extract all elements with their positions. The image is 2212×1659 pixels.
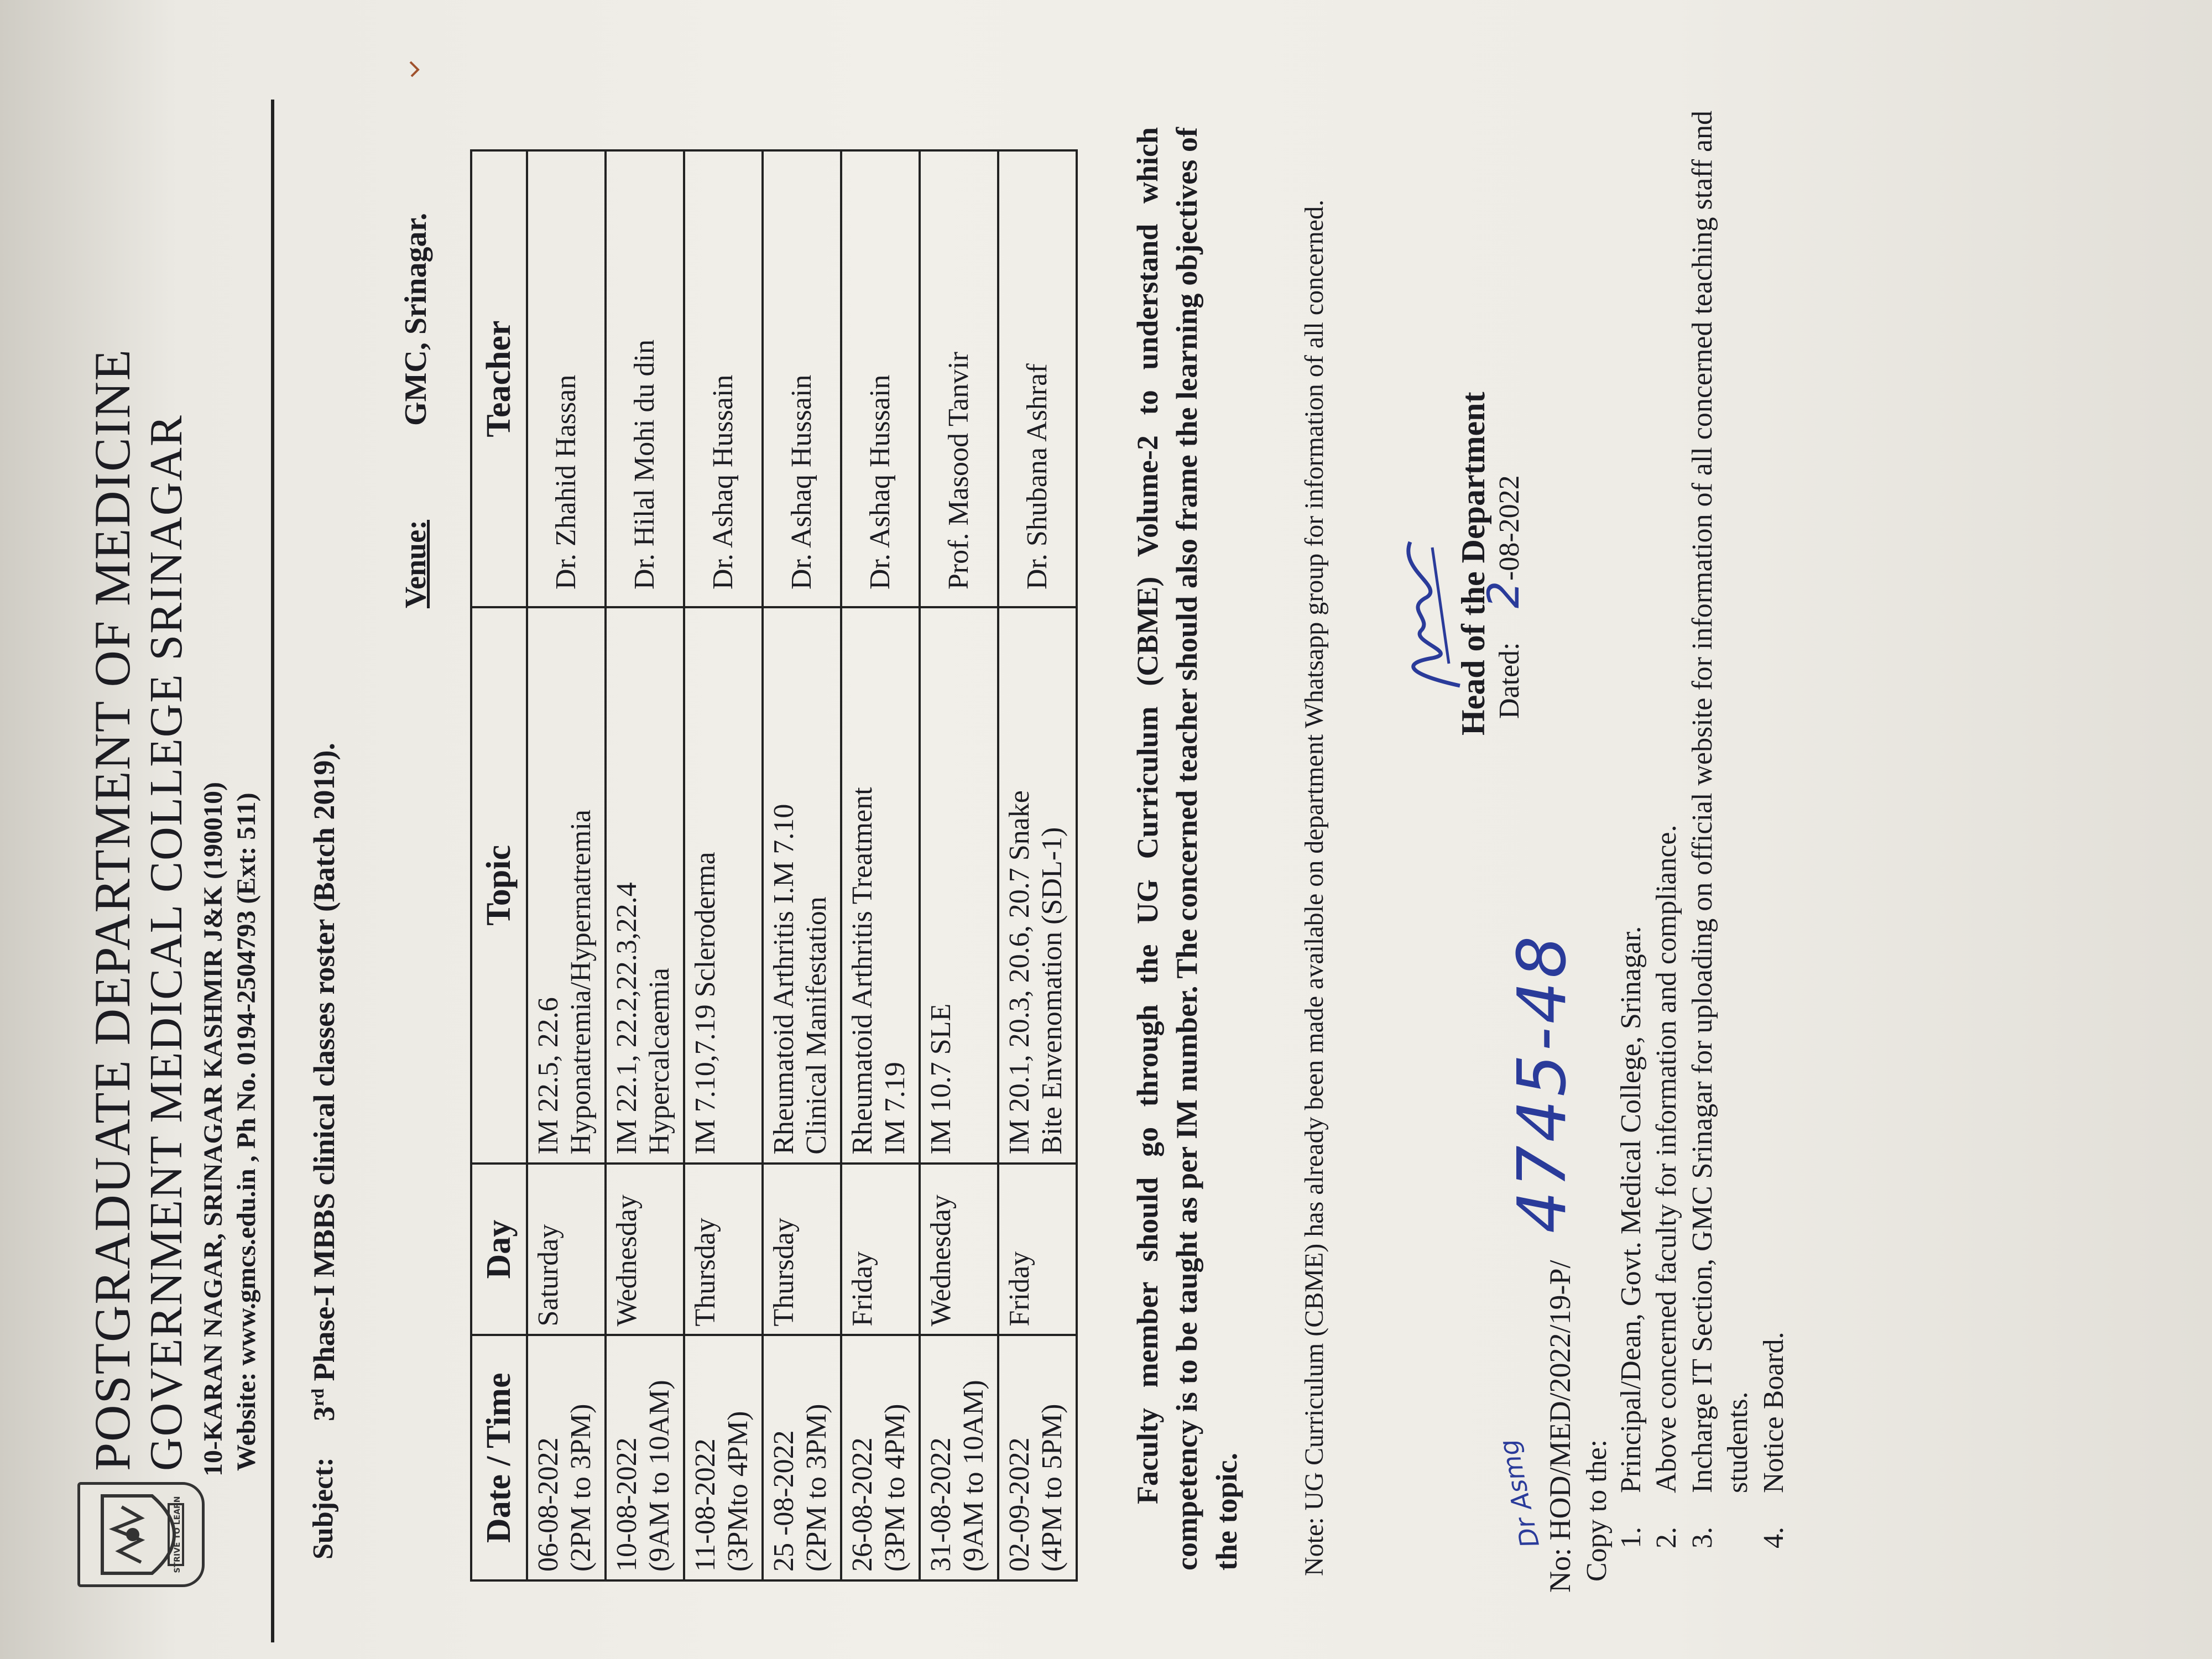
cell-time: (3PM to 4PM) xyxy=(879,1404,911,1572)
cell-topic-line2: Hyponatremia/Hypernatremia xyxy=(565,810,597,1155)
table-row xyxy=(998,150,1077,1580)
cell-day: Saturday xyxy=(527,1164,606,1335)
copy-item-number: 3. xyxy=(1686,1527,1718,1548)
cell-topic xyxy=(527,607,606,1164)
department-name: POSTGRADUATE DEPARTMENT OF MEDICINE xyxy=(84,348,140,1471)
cell-day: Friday xyxy=(998,1164,1077,1335)
venue-value: GMC, Srinagar. xyxy=(399,212,433,426)
venue-label: Venue: xyxy=(399,519,432,608)
cell-date-time xyxy=(527,1335,606,1580)
copy-to-item xyxy=(1649,33,1684,1582)
cell-date: 10-08-2022 xyxy=(611,1437,643,1572)
copy-to-item xyxy=(1614,33,1649,1582)
curriculum-note: Note: UG Curriculum (CBME) has already been made available on department Whatsapp group for information of all concerned. xyxy=(1300,200,1329,1576)
table-row xyxy=(763,150,841,1580)
cell-topic-line1: IM 7.10,7.19 Scleroderma xyxy=(690,852,722,1155)
table-header-row xyxy=(471,150,527,1580)
cell-topic xyxy=(763,607,841,1164)
table-row xyxy=(841,150,920,1580)
header-date-time: Date / Time xyxy=(471,1335,527,1580)
cell-topic xyxy=(606,607,684,1164)
copy-to-item xyxy=(1685,33,1756,1582)
cell-teacher: Dr. Shubana Ashraf xyxy=(998,150,1077,607)
dated-day-handwritten: 2 xyxy=(1479,581,1529,608)
cell-teacher: Prof. Masood Tanvir xyxy=(920,150,998,607)
cell-teacher: Dr. Ashaq Hussain xyxy=(763,150,841,607)
dated-label: Dated: xyxy=(1494,642,1525,719)
subject-ordinal-suffix: rd xyxy=(307,1389,327,1406)
cell-day: Thursday xyxy=(763,1164,841,1335)
college-address: 10-KARAN NAGAR, SRINAGAR KASHMIR J&K (190010) xyxy=(199,782,228,1477)
reference-number: No: HOD/MED/2022/19-P/ xyxy=(1543,1260,1577,1593)
header-topic: Topic xyxy=(471,607,527,1164)
subject-title: Phase-I MBBS clinical classes roster (Batch 2019). xyxy=(307,743,341,1389)
cell-day: Thursday xyxy=(684,1164,763,1335)
cell-topic xyxy=(841,607,920,1164)
cell-day: Wednesday xyxy=(606,1164,684,1335)
cell-time: (2PM to 3PM) xyxy=(565,1404,597,1572)
cell-topic xyxy=(684,607,763,1164)
cell-topic-line1: IM 10.7 SLE xyxy=(925,1003,957,1155)
handwritten-dispatch-number: 4745-48 xyxy=(1504,932,1581,1233)
roster-table xyxy=(470,149,1078,1582)
table-row xyxy=(920,150,998,1580)
cell-date: 11-08-2022 xyxy=(690,1438,722,1572)
cell-date-time xyxy=(841,1335,920,1580)
table-row xyxy=(606,150,684,1580)
cell-topic-line2: Hypercalcaemia xyxy=(643,967,675,1155)
cell-date: 02-09-2022 xyxy=(1004,1437,1036,1572)
copy-item-number: 2. xyxy=(1651,1527,1683,1548)
college-name: GOVERNMENT MEDICAL COLLEGE SRINAGAR xyxy=(140,414,192,1471)
cell-topic-line2: Clinical Manifestation xyxy=(800,896,832,1155)
cell-date-time xyxy=(606,1335,684,1580)
logo-motto: STRIVE TO LEARN xyxy=(173,1496,182,1573)
cell-topic-line1: IM 22.5, 22.6 xyxy=(533,997,565,1155)
cell-time: (9AM to 10AM) xyxy=(643,1380,675,1572)
copy-to-list xyxy=(1614,33,1792,1582)
header-divider xyxy=(271,100,274,1642)
pen-tick-icon xyxy=(409,61,420,77)
cell-day: Friday xyxy=(841,1164,920,1335)
cell-date: 06-08-2022 xyxy=(533,1437,565,1572)
hod-title: Head of the Department xyxy=(1455,392,1491,735)
table-row xyxy=(684,150,763,1580)
copy-item-text: Above concerned faculty for information and compliance. xyxy=(1651,825,1683,1493)
copy-item-number: 4. xyxy=(1757,1527,1790,1548)
cell-teacher: Dr. Ashaq Hussain xyxy=(684,150,763,607)
emblem-icon xyxy=(80,1485,202,1584)
copy-item-text: Notice Board. xyxy=(1757,1332,1790,1493)
cell-date-time xyxy=(763,1335,841,1580)
cell-topic-line2: Bite Envenomation (SDL-1) xyxy=(1036,827,1068,1155)
cell-time: (2PM to 3PM) xyxy=(800,1404,832,1572)
cell-topic-line1: Rheumatoid Arthritis I.M 7.10 xyxy=(768,804,800,1155)
cell-topic-line1: IM 22.1, 22.2,22.3,22.4 xyxy=(611,882,643,1155)
cell-teacher: Dr. Hilal Mohi du din xyxy=(606,150,684,607)
college-logo xyxy=(77,1482,205,1587)
cell-time: (9AM to 10AM) xyxy=(957,1380,989,1572)
copy-item-text: Principal/Dean, Govt. Medical College, Srinagar. xyxy=(1615,926,1647,1493)
cell-day: Wednesday xyxy=(920,1164,998,1335)
cell-topic xyxy=(920,607,998,1164)
faculty-instruction: Faculty member should go through the UG Curriculum (CBME) Volume-2 to understand which competency is to be taught as per IM number. The concerned teacher should also frame the learning objectives of the topic. xyxy=(1131,127,1243,1571)
cell-teacher: Dr. Ashaq Hussain xyxy=(841,150,920,607)
subject-text xyxy=(307,743,341,1421)
handwritten-initials: Dr Asmg xyxy=(1493,1437,1546,1551)
cell-topic-line2: IM 7.19 xyxy=(879,1062,911,1155)
college-contact: Website: www.gmcs.edu.in , Ph No. 0194-2504793 (Ext: 511) xyxy=(232,792,261,1471)
cell-time: (4PM to 5PM) xyxy=(1036,1404,1068,1572)
copy-item-text: Incharge IT Section, GMC Srinagar for uploading on official website for information of all concerned teaching staff and students. xyxy=(1686,110,1754,1493)
subject-label: Subject: xyxy=(307,1457,339,1559)
cell-topic xyxy=(998,607,1077,1164)
cell-date-time xyxy=(998,1335,1077,1580)
dated-month-year: -08-2022 xyxy=(1494,475,1525,581)
copy-to-label: Copy to the: xyxy=(1581,1439,1613,1582)
cell-topic-line1: IM 20.1, 20.3, 20.6, 20.7 Snake xyxy=(1004,790,1036,1155)
header-teacher: Teacher xyxy=(471,150,527,607)
cell-date: 31-08-2022 xyxy=(925,1437,957,1572)
copy-to-item xyxy=(1756,33,1792,1582)
cell-date: 25 -08-2022 xyxy=(768,1430,800,1572)
cell-date-time xyxy=(684,1335,763,1580)
cell-teacher: Dr. Zhahid Hassan xyxy=(527,150,606,607)
header-day: Day xyxy=(471,1164,527,1335)
cell-time: (3PMto 4PM) xyxy=(722,1411,754,1572)
table-row xyxy=(527,150,606,1580)
subject-ordinal: 3 xyxy=(307,1406,341,1421)
copy-item-number: 1. xyxy=(1615,1527,1647,1548)
roster-body xyxy=(527,150,1077,1580)
cell-date-time xyxy=(920,1335,998,1580)
cell-date: 26-08-2022 xyxy=(847,1437,879,1572)
cell-topic-line1: Rheumatoid Arthritis Treatment xyxy=(847,787,879,1155)
